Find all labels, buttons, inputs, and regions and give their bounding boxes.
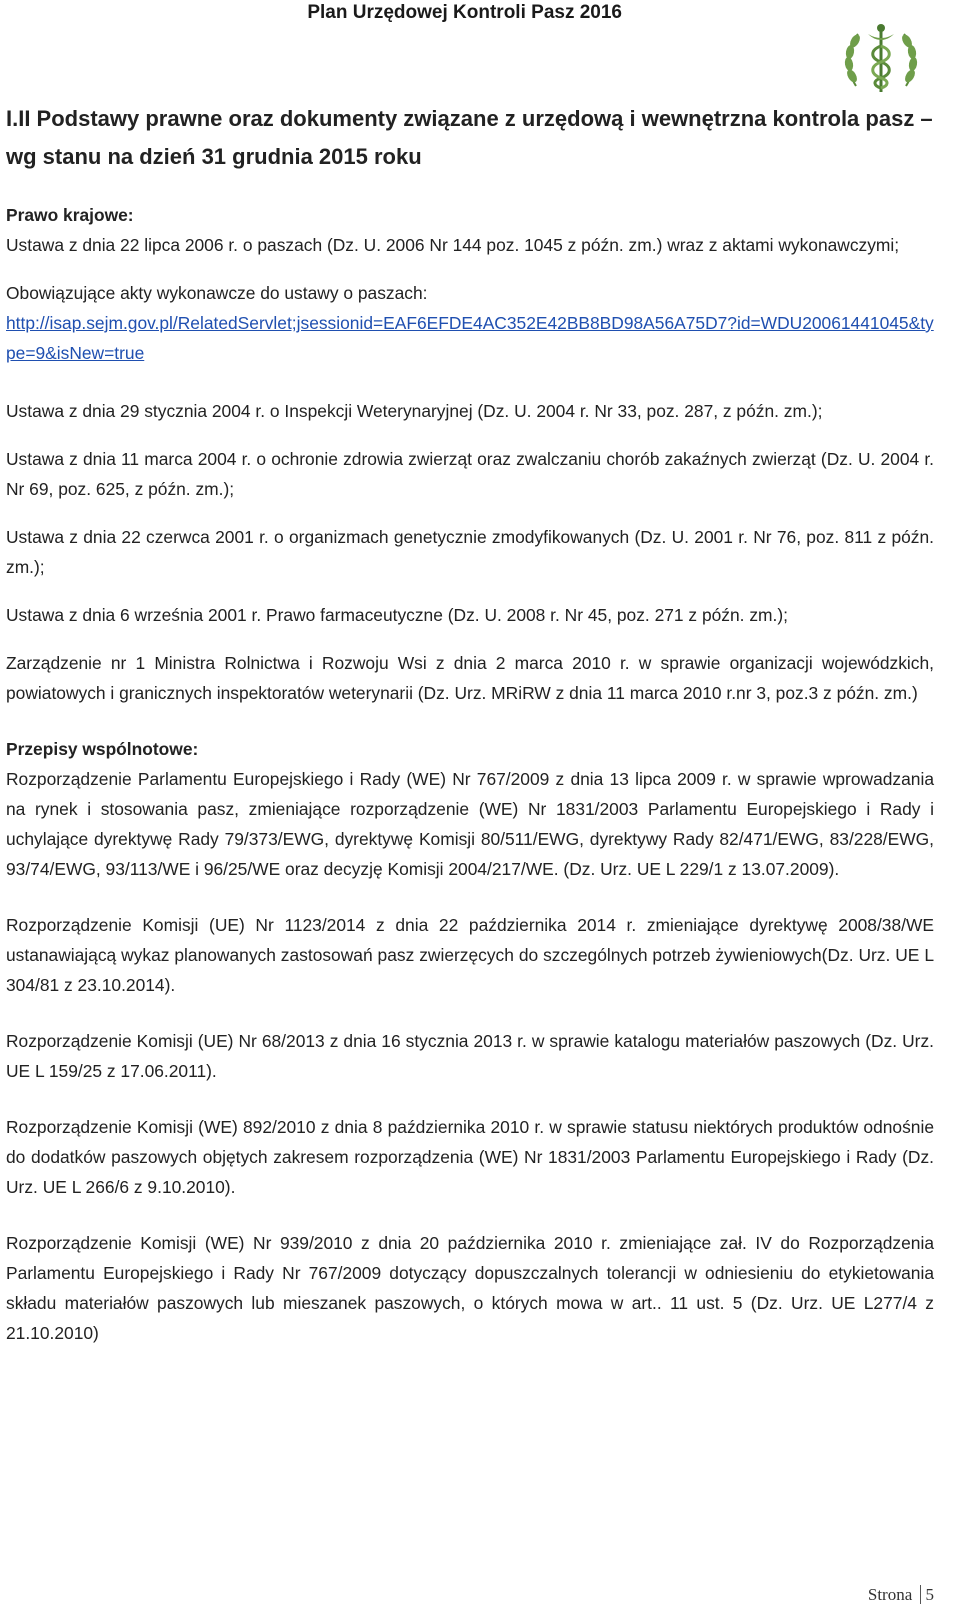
- page-header-title: Plan Urzędowej Kontroli Pasz 2016: [307, 2, 622, 23]
- national-law-item: Ustawa z dnia 22 czerwca 2001 r. o organizmach genetycznie zmodyfikowanych (Dz. U. 2001 r. Nr 76, poz. 811 z późn. zm.);: [6, 527, 934, 577]
- national-law-item: Ustawa z dnia 29 stycznia 2004 r. o Inspekcji Weterynaryjnej (Dz. U. 2004 r. Nr 33, poz. 287, z późn. zm.);: [6, 401, 823, 421]
- eu-law-item: Rozporządzenie Komisji (WE) 892/2010 z dnia 8 października 2010 r. w sprawie statusu niektórych produktów odnośnie do dodatków paszowych objętych zakresem rozporządzenia (WE) Nr 1831/2003 Parlamentu Europejskiego i Rady (Dz. Urz. UE L 266/6 z 9.10.2010).: [6, 1117, 934, 1197]
- eu-law-item: Rozporządzenie Komisji (UE) Nr 68/2013 z dnia 16 stycznia 2013 r. w sprawie katalogu materiałów paszowych (Dz. Urz. UE L 159/25 z 17.06.2011).: [6, 1031, 934, 1081]
- eu-law-item: Rozporządzenie Komisji (UE) Nr 1123/2014 z dnia 22 października 2014 r. zmieniające dyrektywę 2008/38/WE ustanawiającą wykaz planowanych zastosowań pasz zwierzęcych do szczególnych potrzeb żywieniowych(Dz. Urz. UE L 304/81 z 23.10.2014).: [6, 915, 934, 995]
- eu-law-item: Rozporządzenie Komisji (WE) Nr 939/2010 z dnia 20 października 2010 r. zmieniające zał. IV do Rozporządzenia Parlamentu Europejskiego i Rady Nr 767/2009 dotyczący dopuszczalnych tolerancji w odniesieniu do etykietowania składu materiałów paszowych lub mieszanek paszowych, o których mowa w art.. 11 ust. 5 (Dz. Urz. UE L277/4 z 21.10.2010): [6, 1233, 934, 1343]
- section-title: I.II Podstawy prawne oraz dokumenty związane z urzędową i wewnętrzna kontrola pasz – wg stanu na dzień 31 grudnia 2015 roku: [6, 106, 933, 169]
- eu-law-item: Rozporządzenie Parlamentu Europejskiego i Rady (WE) Nr 767/2009 z dnia 13 lipca 2009 r. w sprawie wprowadzania na rynek i stosowania pasz, zmieniające rozporządzenie (WE) Nr 1831/2003 Parlamentu Europejskiego i Rady i uchylające dyrektywę Rady 79/373/EWG, dyrektywę Komisji 80/511/EWG, dyrektywy Rady 82/471/EWG, 83/228/EWG, 93/74/EWG, 93/113/WE i 96/25/WE oraz decyzję Komisji 2004/217/WE. (Dz. Urz. UE L 229/1 z 13.07.2009).: [6, 769, 934, 879]
- page-number: 5: [920, 1585, 935, 1604]
- isap-link[interactable]: http://isap.sejm.gov.pl/RelatedServlet;jsessionid=EAF6EFDE4AC352E42BB8BD98A56A75D7?id=WDU20061441045&type=9&isNew=true: [6, 313, 934, 363]
- national-law-item: Ustawa z dnia 11 marca 2004 r. o ochronie zdrowia zwierząt oraz zwalczaniu chorób zakaźnych zwierząt (Dz. U. 2004 r. Nr 69, poz. 625, z późn. zm.);: [6, 449, 934, 499]
- national-law-item: Zarządzenie nr 1 Ministra Rolnictwa i Rozwoju Wsi z dnia 2 marca 2010 r. w sprawie organizacji wojewódzkich, powiatowych i granicznych inspektoratów weterynarii (Dz. Urz. MRiRW z dnia 11 marca 2010 r.nr 3, poz.3 z późn. zm.): [6, 653, 934, 703]
- page-footer: [868, 1585, 934, 1605]
- national-law-item: Ustawa z dnia 22 lipca 2006 r. o paszach (Dz. U. 2006 Nr 144 poz. 1045 z późn. zm.) wraz z aktami wykonawczymi;: [6, 235, 900, 255]
- caduceus-laurel-emblem-icon: [842, 20, 920, 98]
- national-law-heading: Prawo krajowe:: [6, 205, 134, 225]
- eu-law-heading: Przepisy wspólnotowe:: [6, 739, 199, 759]
- national-law-item: Obowiązujące akty wykonawcze do ustawy o paszach:: [6, 283, 428, 303]
- national-law-item: Ustawa z dnia 6 września 2001 r. Prawo farmaceutyczne (Dz. U. 2008 r. Nr 45, poz. 271 z późn. zm.);: [6, 605, 788, 625]
- document-body: [6, 200, 934, 1348]
- page-label: Strona: [867, 1585, 913, 1604]
